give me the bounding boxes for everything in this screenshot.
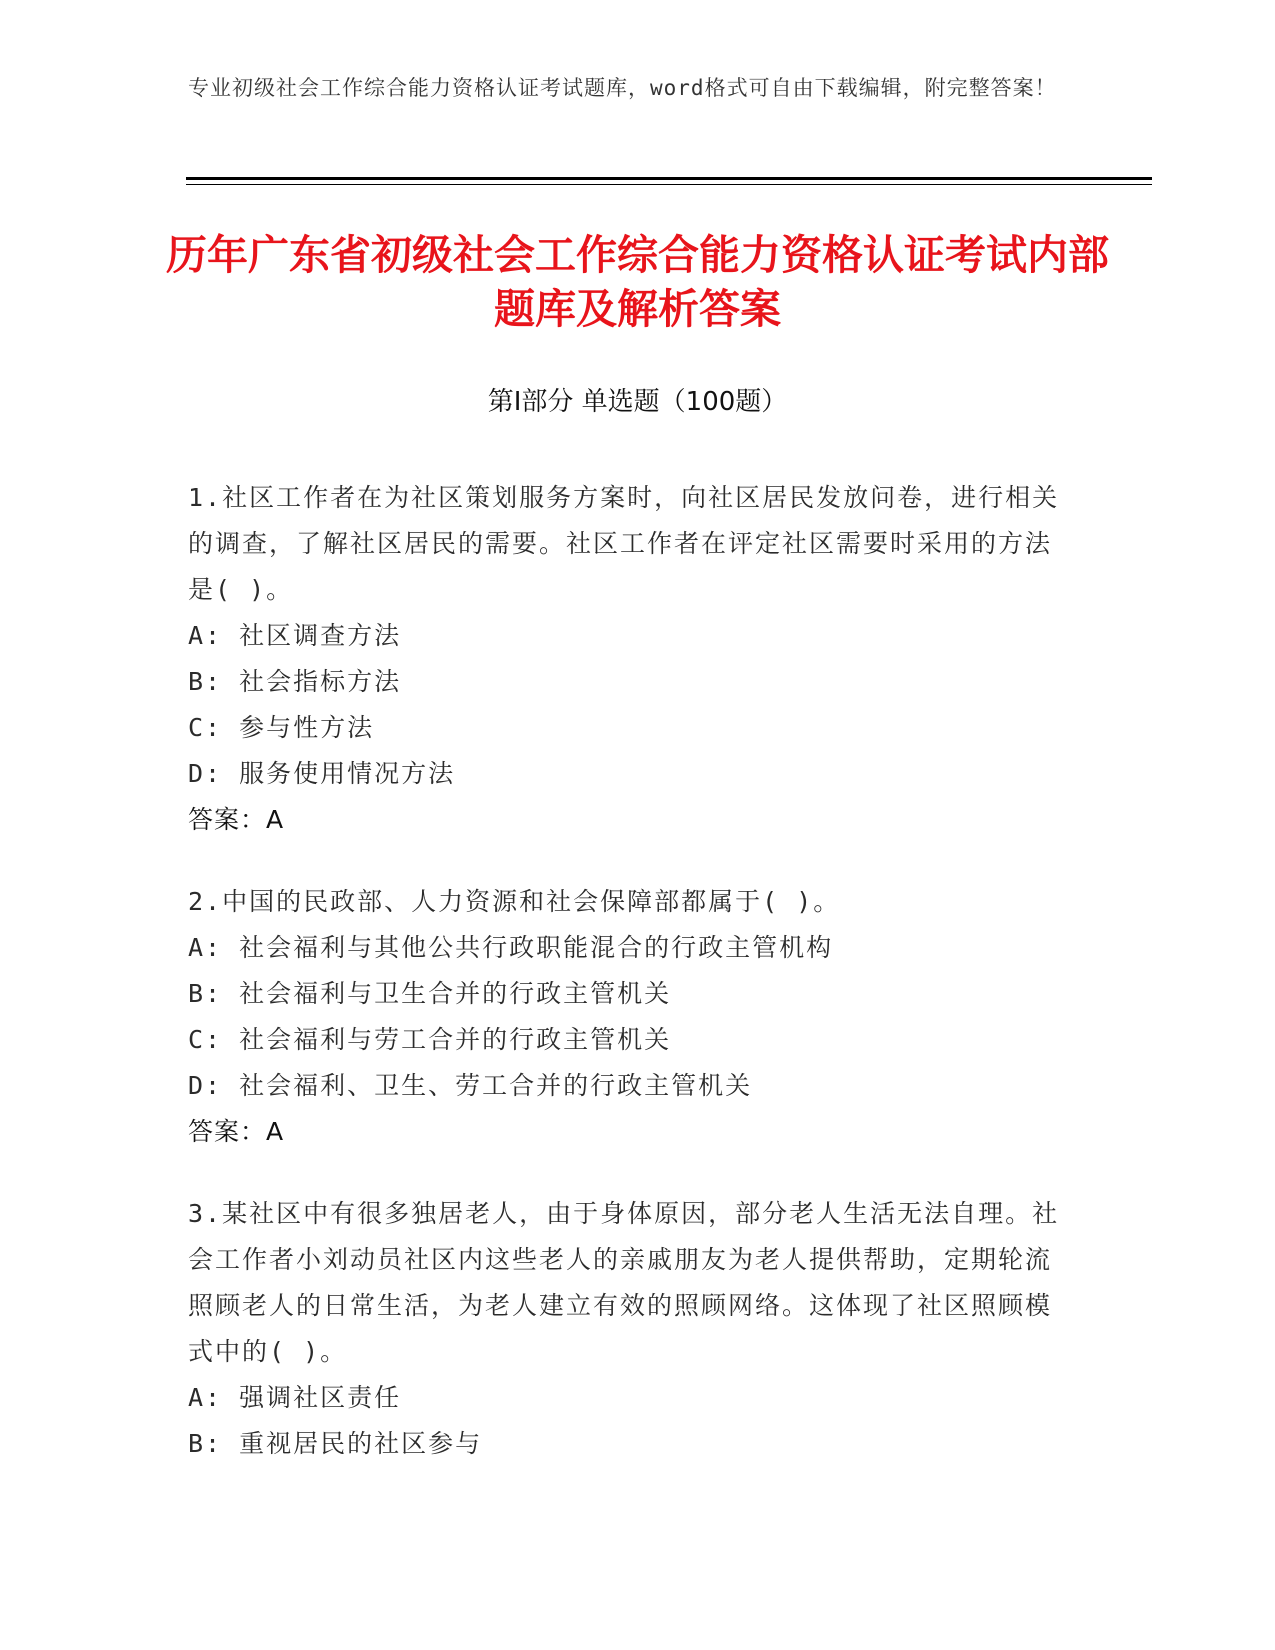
document-title: 历年广东省初级社会工作综合能力资格认证考试内部题库及解析答案 bbox=[166, 231, 1109, 333]
question-stem: 2.中国的民政部、人力资源和社会保障部都属于( )。 bbox=[188, 887, 841, 916]
option-c: C: 社会福利与劳工合并的行政主管机关 bbox=[188, 1025, 672, 1054]
option-c: C: 参与性方法 bbox=[188, 713, 375, 742]
question-list bbox=[188, 475, 1068, 1503]
option-d: D: 服务使用情况方法 bbox=[188, 759, 456, 788]
question-2 bbox=[188, 879, 1068, 1155]
question-1 bbox=[188, 475, 1068, 843]
option-a: A: 强调社区责任 bbox=[188, 1383, 402, 1412]
header-divider-thick bbox=[186, 177, 1152, 180]
option-a: A: 社会福利与其他公共行政职能混合的行政主管机构 bbox=[188, 933, 834, 962]
header-divider-thin bbox=[186, 184, 1152, 185]
option-b: B: 重视居民的社区参与 bbox=[188, 1429, 483, 1458]
answer: 答案：A bbox=[188, 1117, 285, 1146]
question-3 bbox=[188, 1191, 1068, 1467]
question-stem: 3.某社区中有很多独居老人，由于身体原因，部分老人生活无法自理。社会工作者小刘动员社区内这些老人的亲戚朋友为老人提供帮助，定期轮流照顾老人的日常生活，为老人建立有效的照顾网络。这体现了社区照顾模式中的( )。 bbox=[188, 1199, 1060, 1366]
header-note: 专业初级社会工作综合能力资格认证考试题库，word格式可自由下载编辑，附完整答案！ bbox=[188, 76, 1057, 100]
section-heading: 第Ⅰ部分 单选题（100题） bbox=[487, 387, 788, 417]
option-d: D: 社会福利、卫生、劳工合并的行政主管机关 bbox=[188, 1071, 753, 1100]
answer: 答案：A bbox=[188, 805, 285, 834]
option-b: B: 社会福利与卫生合并的行政主管机关 bbox=[188, 979, 672, 1008]
option-a: A: 社区调查方法 bbox=[188, 621, 402, 650]
question-stem: 1.社区工作者在为社区策划服务方案时，向社区居民发放问卷，进行相关的调查，了解社区居民的需要。社区工作者在评定社区需要时采用的方法是( )。 bbox=[188, 483, 1060, 604]
option-b: B: 社会指标方法 bbox=[188, 667, 402, 696]
